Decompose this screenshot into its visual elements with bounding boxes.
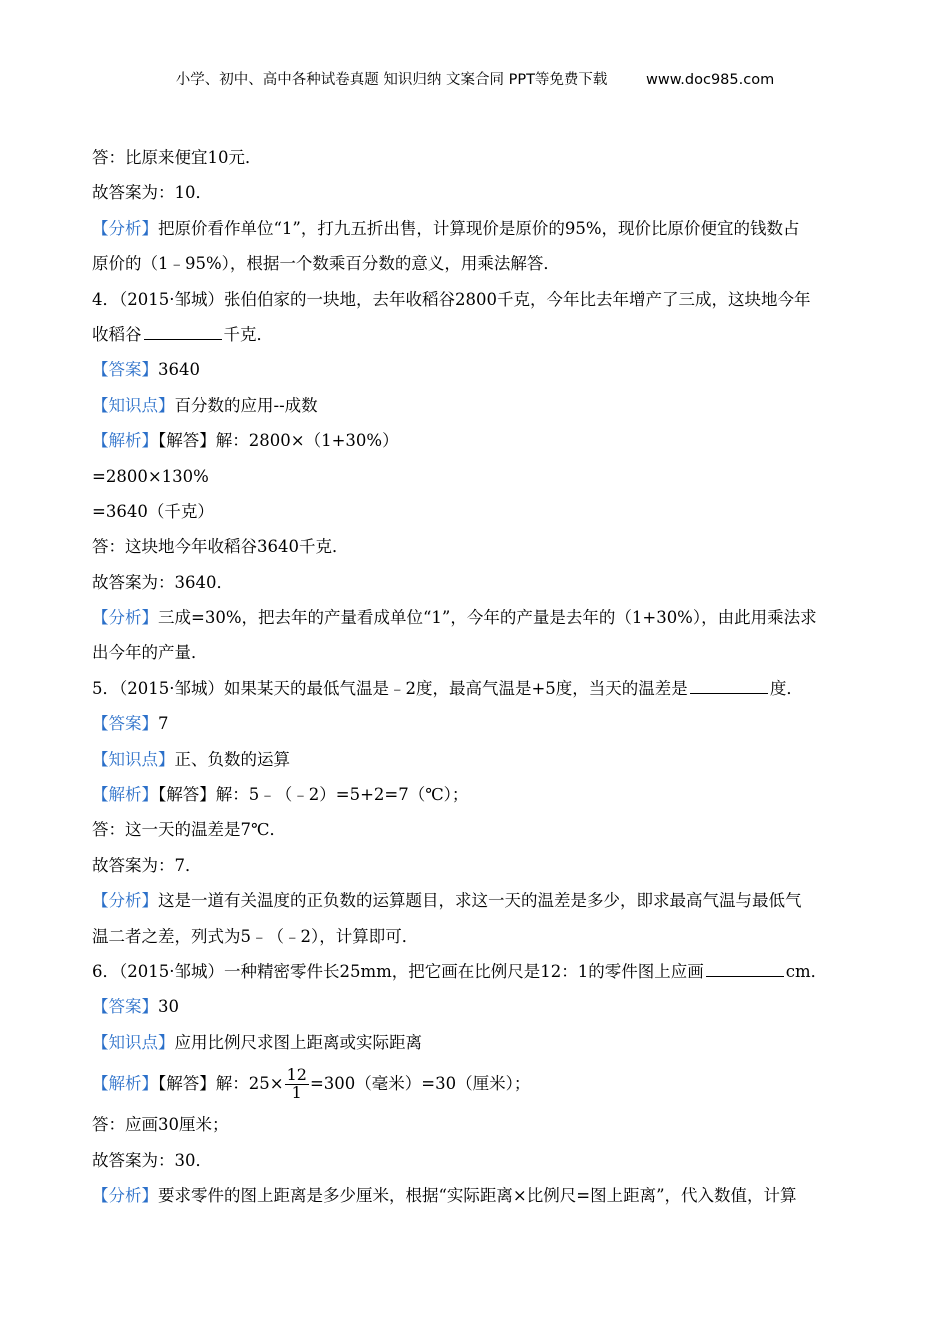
answer-value: 7 <box>158 714 169 734</box>
answer-blank <box>690 679 768 694</box>
answer-line: 答：比原来便宜10元． <box>92 148 262 167</box>
answer-blank <box>144 325 222 340</box>
q4-knowledge-point <box>92 388 852 423</box>
question-4-text-cont <box>92 317 852 352</box>
q4-text-part: 收稻谷 <box>92 324 142 344</box>
q4-step: =2800×130% <box>92 466 209 486</box>
knowledge-tag: 【知识点】 <box>92 749 175 769</box>
analysis-text: 要求零件的图上距离是多少厘米，根据“实际距离×比例尺=图上距离”，代入数值，计算 <box>158 1185 797 1205</box>
q6-knowledge-point <box>92 1025 852 1060</box>
analysis-tag: 【分析】 <box>92 891 158 911</box>
q5-text-part: 度． <box>769 678 803 698</box>
analysis-text: 这是一道有关温度的正负数的运算题目，求这一天的温差是多少，即求最高气温与最低气 <box>158 891 802 911</box>
q5-solution <box>92 777 852 812</box>
q6-step: 故答案为：30． <box>92 1150 212 1170</box>
q4-answer <box>92 352 852 387</box>
question-4-text: 4．（2015·邹城）张伯伯家的一块地，去年收稻谷2800千克，今年比去年增产了三成，这块地今年 <box>92 289 811 309</box>
answer-tag: 【答案】 <box>92 714 158 734</box>
q5-step: 答：这一天的温差是7℃． <box>92 820 286 840</box>
q6-solution <box>92 1060 852 1107</box>
q5-text-part: 5．（2015·邹城）如果某天的最低气温是﹣2度，最高气温是+5度，当天的温差是 <box>92 678 688 698</box>
q6-text-part: 6．（2015·邹城）一种精密零件长25mm，把它画在比例尺是12：1的零件图上应画 <box>92 961 704 981</box>
solution-tag: 【解析】 <box>92 1074 158 1094</box>
knowledge-text: 应用比例尺求图上距离或实际距离 <box>174 1032 422 1052</box>
q5-knowledge-point <box>92 742 852 777</box>
q5-answer <box>92 706 852 741</box>
q4-analysis <box>92 600 852 635</box>
q4-text-part: 千克． <box>223 324 273 344</box>
q4-step: 故答案为：3640． <box>92 572 233 592</box>
answer-value: 3640 <box>158 360 200 380</box>
q5-step: 故答案为：7． <box>92 855 202 875</box>
header-text: 小学、初中、高中各种试卷真题 知识归纳 文案合同 PPT等免费下载 <box>175 72 608 88</box>
q6-analysis <box>92 1178 852 1213</box>
answer-blank <box>706 962 784 977</box>
analysis-line-cont: 原价的（1﹣95%），根据一个数乘百分数的意义，用乘法解答． <box>92 254 560 274</box>
page-header <box>0 68 950 89</box>
q6-step: 答：应画30厘米； <box>92 1115 229 1135</box>
analysis-line <box>92 211 852 246</box>
q4-step: =3640（千克） <box>92 501 214 521</box>
knowledge-tag: 【知识点】 <box>92 1032 175 1052</box>
header-site-link[interactable]: www.doc985.com <box>646 72 775 88</box>
analysis-tag: 【分析】 <box>92 1185 158 1205</box>
solution-text: 【解答】解：25× <box>158 1074 284 1094</box>
analysis-text: 把原价看作单位“1”，打九五折出售，计算现价是原价的95%，现价比原价便宜的钱数占 <box>158 218 800 238</box>
q4-solution <box>92 423 852 458</box>
q4-analysis-cont: 出今年的产量． <box>92 643 208 663</box>
analysis-text: 三成=30%，把去年的产量看成单位“1”，今年的产量是去年的（1+30%），由此用乘法求 <box>158 608 817 628</box>
answer-value: 30 <box>158 997 179 1017</box>
knowledge-text: 正、负数的运算 <box>174 749 290 769</box>
analysis-tag: 【分析】 <box>92 218 158 238</box>
solution-text-cont: =300（毫米）=30（厘米）； <box>309 1074 531 1094</box>
fraction-denominator: 1 <box>291 1083 302 1103</box>
fraction <box>285 1067 309 1102</box>
knowledge-tag: 【知识点】 <box>92 395 175 415</box>
solution-tag: 【解析】 <box>92 785 158 805</box>
q6-answer <box>92 989 852 1024</box>
answer-final: 故答案为：10． <box>92 183 212 203</box>
solution-tag: 【解析】 <box>92 431 158 451</box>
question-6-text <box>92 954 852 989</box>
q5-analysis <box>92 883 852 918</box>
q6-text-part: cm． <box>785 961 828 981</box>
analysis-tag: 【分析】 <box>92 608 158 628</box>
answer-tag: 【答案】 <box>92 997 158 1017</box>
q5-analysis-cont: 温二者之差，列式为5﹣（﹣2），计算即可． <box>92 926 419 946</box>
answer-tag: 【答案】 <box>92 360 158 380</box>
question-5-text <box>92 671 852 706</box>
knowledge-text: 百分数的应用--成数 <box>174 395 318 415</box>
fraction-numerator: 12 <box>286 1065 307 1085</box>
document-body <box>92 140 852 1213</box>
solution-text: 【解答】解：2800×（1+30%） <box>158 431 399 451</box>
q4-step: 答：这块地今年收稻谷3640千克． <box>92 537 349 557</box>
solution-text: 【解答】解：5﹣（﹣2）=5+2=7（℃）； <box>158 785 469 805</box>
